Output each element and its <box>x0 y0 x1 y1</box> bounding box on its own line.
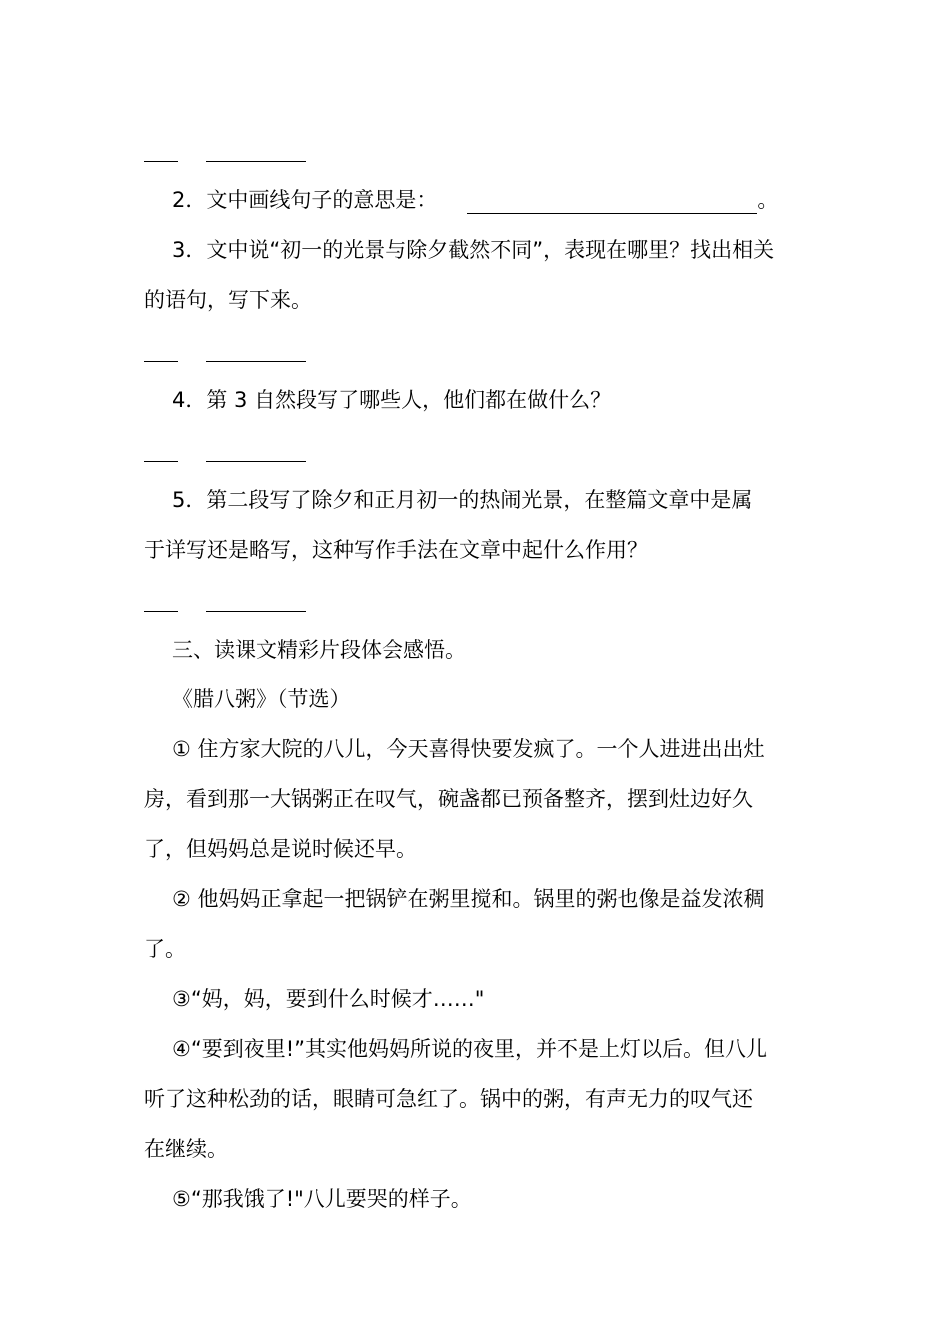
answer-blank-1[interactable] <box>144 142 309 162</box>
passage-paragraph-4-line3: 在继续。 <box>144 1137 228 1161</box>
question-4: 4．第 3 自然段写了哪些人，他们都在做什么？ <box>172 388 612 412</box>
question-2-end: 。 <box>757 188 779 212</box>
question-2-text: 2．文中画线句子的意思是： <box>172 188 438 212</box>
passage-paragraph-2-line2: 了。 <box>144 937 186 961</box>
question-5-line1: 5．第二段写了除夕和正月初一的热闹光景，在整篇文章中是属 <box>172 488 753 512</box>
passage-paragraph-1-line1: ① 住方家大院的八儿，今天喜得快要发疯了。一个人进进出出灶 <box>172 737 765 761</box>
section-heading: 三、读课文精彩片段体会感悟。 <box>172 638 466 662</box>
question-3-line2: 的语句，写下来。 <box>144 288 312 312</box>
question-3-line1: 3．文中说“初一的光景与除夕截然不同”，表现在哪里？找出相关 <box>172 238 775 262</box>
passage-paragraph-4-line1: ④“要到夜里!”其实他妈妈所说的夜里，并不是上灯以后。但八儿 <box>172 1037 768 1061</box>
question-2-fill-line[interactable] <box>467 191 757 214</box>
passage-paragraph-4-line2: 听了这种松劲的话，眼睛可急红了。锅中的粥，有声无力的叹气还 <box>144 1087 753 1111</box>
passage-title: 《腊八粥》（节选） <box>172 687 351 711</box>
passage-paragraph-1-line3: 了，但妈妈总是说时候还早。 <box>144 837 417 861</box>
answer-blank-5[interactable] <box>144 592 309 612</box>
question-5-line2: 于详写还是略写，这种写作手法在文章中起什么作用？ <box>144 538 648 562</box>
question-2 <box>172 186 778 214</box>
answer-blank-3[interactable] <box>144 342 309 362</box>
passage-paragraph-5: ⑤“那我饿了!"八儿要哭的样子。 <box>172 1187 472 1211</box>
passage-paragraph-2-line1: ② 他妈妈正拿起一把锅铲在粥里搅和。锅里的粥也像是益发浓稠 <box>172 887 765 911</box>
passage-paragraph-1-line2: 房，看到那一大锅粥正在叹气，碗盏都已预备整齐，摆到灶边好久 <box>144 787 753 811</box>
answer-blank-4[interactable] <box>144 442 309 462</box>
passage-paragraph-3: ③“妈，妈，要到什么时候才……" <box>172 987 485 1011</box>
